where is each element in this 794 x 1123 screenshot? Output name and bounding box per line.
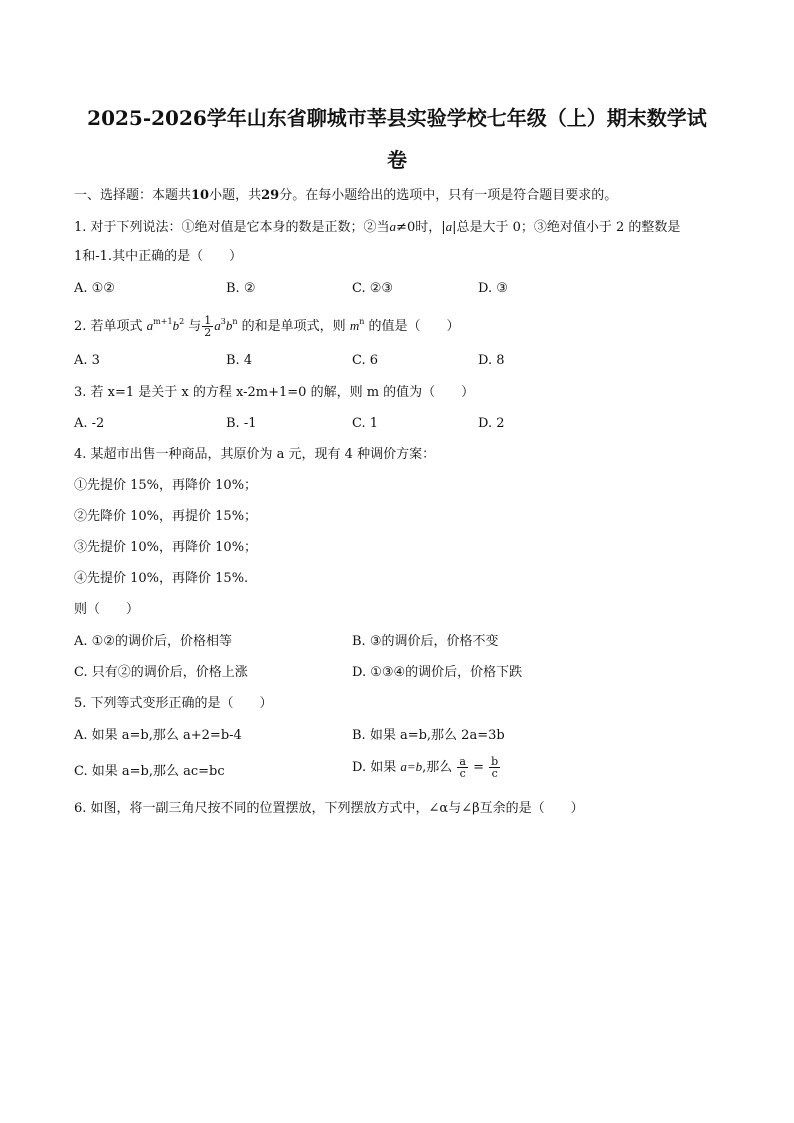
q2-term3-exp: 3 — [220, 317, 226, 326]
q2-fraction-den: 2 — [204, 326, 212, 339]
q1-option-b[interactable]: B. ② — [226, 281, 256, 296]
q2-term5-base: m — [349, 318, 360, 333]
q2-stem — [74, 315, 460, 338]
q2-option-a[interactable]: A. 3 — [74, 353, 100, 368]
q3-option-d[interactable]: D. 2 — [478, 416, 505, 431]
q6-stem: 6. 如图，将一副三角尺按不同的位置摆放，下列摆放方式中，∠α与∠β互余的是（ ） — [74, 801, 584, 816]
q4-stem: 4. 某超市出售一种商品，其原价为 a 元，现有 4 种调价方案： — [74, 447, 436, 462]
q4-plan-3: ③先提价 10%，再降价 10%； — [74, 540, 258, 555]
q2-text-d: 的值是（ ） — [364, 319, 460, 334]
q3-option-c[interactable]: C. 1 — [352, 416, 379, 431]
q5-option-d-frac2 — [489, 756, 500, 779]
q1-option-d[interactable]: D. ③ — [478, 281, 508, 296]
q5-option-d-prefix: D. 如果 — [352, 760, 401, 775]
section-header — [74, 187, 617, 205]
q2-term1-base: a — [146, 318, 154, 333]
q5-option-d-cond: a=b — [400, 759, 423, 774]
q1-option-a[interactable]: A. ①② — [74, 281, 115, 296]
q5-option-d-frac1 — [457, 756, 468, 779]
q2-term1-exp: m+1 — [153, 317, 173, 326]
q2-term2-base: b — [172, 318, 180, 333]
q1-stem-line2: 1和-1.其中正确的是（ ） — [74, 249, 243, 264]
q4-option-b[interactable]: B. ③的调价后，价格不变 — [352, 634, 499, 649]
q5-frac1-den: c — [459, 767, 466, 780]
q2-option-c[interactable]: C. 6 — [352, 353, 379, 368]
q4-plan-1: ①先提价 15%，再降价 10%； — [74, 478, 258, 493]
q5-stem: 5. 下列等式变形正确的是（ ） — [74, 696, 273, 711]
q3-option-b[interactable]: B. -1 — [226, 416, 257, 431]
q2-term2-exp: 2 — [179, 317, 185, 326]
q2-text-b: 与 — [184, 319, 202, 334]
q3-stem: 3. 若 x=1 是关于 x 的方程 x-2m+1=0 的解，则 m 的值为（ ） — [74, 385, 475, 400]
q3-option-a[interactable]: A. -2 — [74, 416, 105, 431]
q1-option-c[interactable]: C. ②③ — [352, 281, 394, 296]
q5-frac2-den: c — [491, 767, 498, 780]
exam-title-line2: 卷 — [387, 148, 407, 172]
q2-text-c: 的和是单项式，则 — [237, 319, 350, 334]
q2-term4-base: b — [225, 318, 233, 333]
q4-plan-4: ④先提价 10%，再降价 15%. — [74, 571, 249, 586]
section-header-mid: 小题，共 — [209, 188, 262, 203]
q2-term4-exp: n — [232, 317, 238, 326]
exam-title-line1: 2025-2026学年山东省聊城市莘县实验学校七年级（上）期末数学试 — [87, 106, 707, 130]
q2-option-b[interactable]: B. 4 — [226, 353, 253, 368]
q5-option-d[interactable] — [352, 756, 501, 779]
q4-option-a[interactable]: A. ①②的调价后，价格相等 — [74, 634, 232, 649]
q2-fraction-num: 1 — [204, 314, 212, 327]
q2-term5-exp: n — [359, 317, 365, 326]
q5-option-d-then: ,那么 — [422, 760, 453, 775]
q1-var-a: a — [389, 219, 397, 234]
q1-text-a: 1. 对于下列说法：①绝对值是它本身的数是正数；②当 — [74, 220, 390, 235]
q1-text-c: |总是大于 0；③绝对值小于 2 的整数是 — [452, 220, 681, 235]
q5-option-d-eq: = — [473, 760, 485, 775]
q4-option-c[interactable]: C. 只有②的调价后，价格上涨 — [74, 665, 248, 680]
q5-frac2-num: b — [491, 755, 499, 768]
section-question-count: 10 — [191, 188, 210, 203]
q5-frac1-num: a — [459, 755, 466, 768]
q2-option-d[interactable]: D. 8 — [478, 353, 505, 368]
q5-option-b[interactable]: B. 如果 a=b,那么 2a=3b — [352, 728, 505, 743]
q1-text-b: ≠0时，| — [396, 220, 446, 235]
q1-stem-line1 — [74, 218, 680, 237]
q2-text-a: 2. 若单项式 — [74, 319, 147, 334]
q4-plan-2: ②先降价 10%，再提价 15%； — [74, 509, 258, 524]
q1-var-a2: a — [445, 219, 453, 234]
q5-option-a[interactable]: A. 如果 a=b,那么 a+2=b-4 — [74, 728, 242, 743]
section-header-text: 一、选择题：本题共 — [74, 188, 192, 203]
q2-fraction — [202, 315, 213, 338]
q5-option-c[interactable]: C. 如果 a=b,那么 ac=bc — [74, 764, 225, 779]
q2-term3-base: a — [214, 318, 221, 333]
section-header-tail: 分。在每小题给出的选项中，只有一项是符合题目要求的。 — [279, 188, 618, 203]
q4-then: 则（ ） — [74, 602, 140, 617]
q4-option-d[interactable]: D. ①③④的调价后，价格下跌 — [352, 665, 523, 680]
section-score: 29 — [261, 188, 280, 203]
